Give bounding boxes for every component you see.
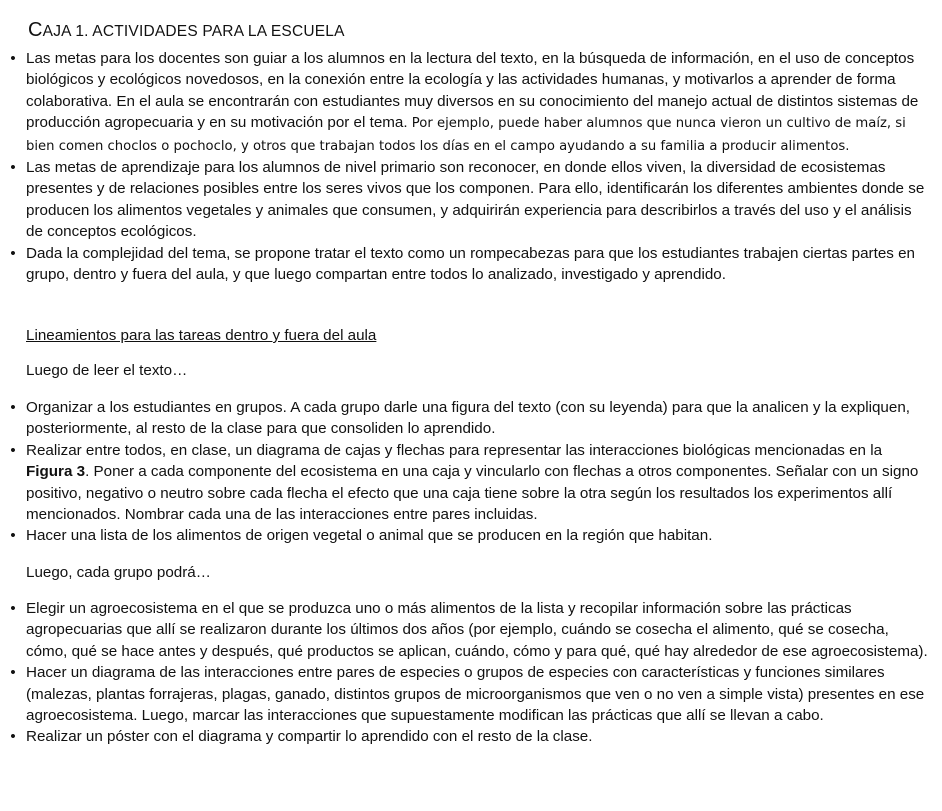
tasks-list [0, 397, 942, 547]
list-item-text: . Poner a cada componente del ecosistema en una caja y vincularlo con flechas a otros componentes. Señalar con un signo positivo, negativo o neutro sobre cada flecha el efecto que una caja tiene sobre la otra según los resultados los experimentos allí mencionados. Nombrar cada una de las interacciones entre pares incluidas. [26, 463, 919, 524]
bullet-icon: • [10, 159, 16, 177]
bullet-icon: • [10, 399, 16, 416]
list-item [0, 48, 942, 157]
list-item [0, 243, 942, 286]
list-item [0, 525, 942, 546]
title-rest: AJA 1. ACTIVIDADES PARA LA ESCUELA [42, 23, 345, 40]
list-item [0, 157, 942, 243]
list-item-text: Las metas para los docentes son guiar a los alumnos en la lectura del texto, en la búsqueda de información, en el uso de conceptos biológicos y ecológicos novedosos, en la conexión entre la ecología y las actividades humanas, y motivarlos a aprender de forma colaborativa. En el aula se encontrarán con estudiantes muy diversos en su conocimiento del manejo actual de distintos sistemas de producción agropecuaria y en su motivación por el tema. [26, 50, 919, 132]
list-item-text: Hacer un diagrama de las interacciones entre pares de especies o grupos de especies con características y funciones similares (malezas, plantas forrajeras, plagas, ganado, distintos grupos de microorganismos que ven o no ven a simple vista) presentes en ese agroecosistema. Luego, marcar las interacciones que supuestamente modifican las prácticas que allí se llevan a cabo. [26, 664, 925, 725]
bullet-icon: • [10, 50, 16, 67]
guidelines-heading: Lineamientos para las tareas dentro y fuera del aula [26, 327, 377, 344]
list-item-text: Dada la complejidad del tema, se propone tratar el texto como un rompecabezas para que los estudiantes trabajen ciertas partes en grupo, dentro y fuera del aula, y que luego compartan entre todos lo analizado, investigado y aprendido. [26, 244, 915, 284]
list-item [0, 397, 942, 440]
bullet-icon: • [10, 600, 16, 617]
list-item [0, 662, 942, 726]
figure-reference: Figura 3 [26, 463, 86, 481]
list-item-text: Hacer una lista de los alimentos de origen vegetal o animal que se producen en la región que habitan. [26, 527, 713, 545]
list-item-text: Organizar a los estudiantes en grupos. A cada grupo darle una figura del texto (con su leyenda) para que la analicen y la expliquen, posteriormente, al resto de la clase para que consoliden lo aprendido. [26, 399, 910, 438]
bullet-icon: • [10, 441, 16, 459]
intro-each-group: Luego, cada grupo podrá… [26, 564, 211, 581]
list-item-text: Las metas de aprendizaje para los alumnos de nivel primario son reconocer, en donde ellos viven, la diversidad de ecosistemas presentes y de relaciones posibles entre los seres vivos que los componen. Para ello, identificarán los diferentes ambientes donde se producen los alimentos vegetales y animales que consumen, y adquirirán experiencia para describirlos a través del uso y el análisis de conceptos ecológicos. [26, 159, 925, 241]
list-item-text: Realizar entre todos, en clase, un diagrama de cajas y flechas para representar las interacciones biológicas mencionadas en la [26, 441, 883, 459]
list-item-text-example: Por ejemplo, puede haber alumnos que nunca vieron un cultivo de maíz, si bien comen choclos o pochoclo, y otros que trabajan todos los días en el campo ayudando a su familia a producir alimentos. [26, 116, 906, 154]
list-item-text: Elegir un agroecosistema en el que se produzca uno o más alimentos de la lista y recopilar información sobre las prácticas agropecuarias que allí se realizaron durante los últimos dos años (por ejemplo, cuándo se cosecha el alimento, qué se cosecha, cómo, qué se hace antes y después, qué productos se aplican, cuándo, cómo y para qué, qué hay alrededor de ese agroecosistema). [26, 600, 928, 660]
list-item [0, 726, 942, 747]
group-tasks-list [0, 598, 942, 748]
intro-after-reading: Luego de leer el texto… [26, 362, 188, 379]
bullet-icon: • [10, 664, 16, 682]
goals-list [0, 48, 942, 285]
bullet-icon: • [10, 527, 16, 545]
bullet-icon: • [10, 728, 16, 746]
title-first-letter: C [28, 19, 43, 41]
list-item [0, 440, 942, 526]
bullet-icon: • [10, 244, 16, 262]
list-item [0, 598, 942, 662]
list-item-text: Realizar un póster con el diagrama y compartir lo aprendido con el resto de la clase. [26, 728, 593, 746]
box-title [28, 19, 345, 42]
